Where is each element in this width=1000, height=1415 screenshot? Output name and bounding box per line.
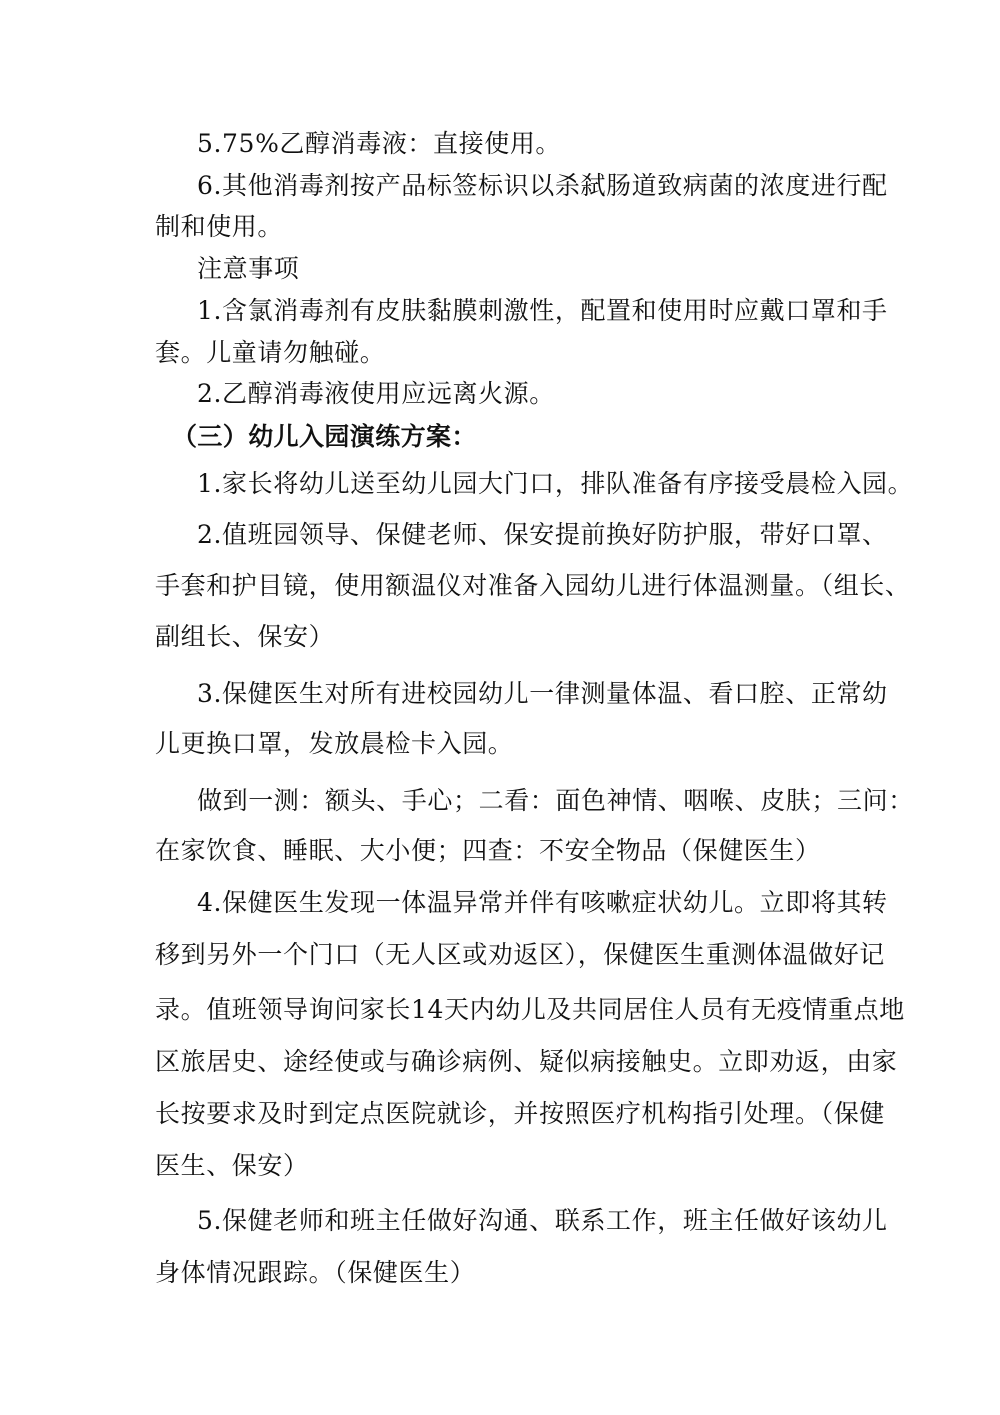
paragraph-line: 5.75%乙醇消毒液：直接使用。 xyxy=(197,129,562,158)
section-label: 注意事项 xyxy=(197,254,300,283)
paragraph-line: 长按要求及时到定点医院就诊，并按照医疗机构指引处理。（保健 xyxy=(155,1099,885,1128)
paragraph-line: 1.家长将幼儿送至幼儿园大门口，排队准备有序接受晨检入园。 xyxy=(197,469,914,498)
paragraph-line: 套。儿童请勿触碰。 xyxy=(155,338,386,367)
paragraph-line: 2.值班园领导、保健老师、保安提前换好防护服，带好口罩、 xyxy=(197,520,888,549)
section-heading: （三）幼儿入园演练方案： xyxy=(172,422,477,451)
paragraph-line: 4.保健医生发现一体温异常并伴有咳嗽症状幼儿。立即将其转 xyxy=(197,888,888,917)
paragraph-line: 6.其他消毒剂按产品标签标识以杀弑肠道致病菌的浓度进行配 xyxy=(197,171,888,200)
paragraph-line: 副组长、保安） xyxy=(155,622,335,651)
paragraph-line: 5.保健老师和班主任做好沟通、联系工作，班主任做好该幼儿 xyxy=(197,1206,888,1235)
paragraph-line: 身体情况跟踪。（保健医生） xyxy=(155,1258,476,1287)
paragraph-line: 区旅居史、途经使或与确诊病例、疑似病接触史。立即劝返，由家 xyxy=(155,1047,898,1076)
paragraph-line: 2.乙醇消毒液使用应远离火源。 xyxy=(197,379,555,408)
paragraph-line: 手套和护目镜，使用额温仪对准备入园幼儿进行体温测量。（组长、 xyxy=(155,571,911,600)
paragraph-line: 制和使用。 xyxy=(155,212,284,241)
paragraph-line: 移到另外一个门口（无人区或劝返区），保健医生重测体温做好记 xyxy=(155,940,885,969)
paragraph-line: 3.保健医生对所有进校园幼儿一律测量体温、看口腔、正常幼 xyxy=(197,679,888,708)
paragraph-line: 1.含氯消毒剂有皮肤黏膜刺激性，配置和使用时应戴口罩和手 xyxy=(197,296,888,325)
paragraph-line: 在家饮食、睡眠、大小便；四查：不安全物品（保健医生） xyxy=(155,836,821,865)
paragraph-line: 儿更换口罩，发放晨检卡入园。 xyxy=(155,729,514,758)
paragraph-line: 做到一测：额头、手心；二看：面色神情、咽喉、皮肤；三问： xyxy=(197,786,914,815)
paragraph-line: 医生、保安） xyxy=(155,1151,309,1180)
paragraph-line: 录。值班领导询问家长14天内幼儿及共同居住人员有无疫情重点地 xyxy=(155,995,905,1024)
